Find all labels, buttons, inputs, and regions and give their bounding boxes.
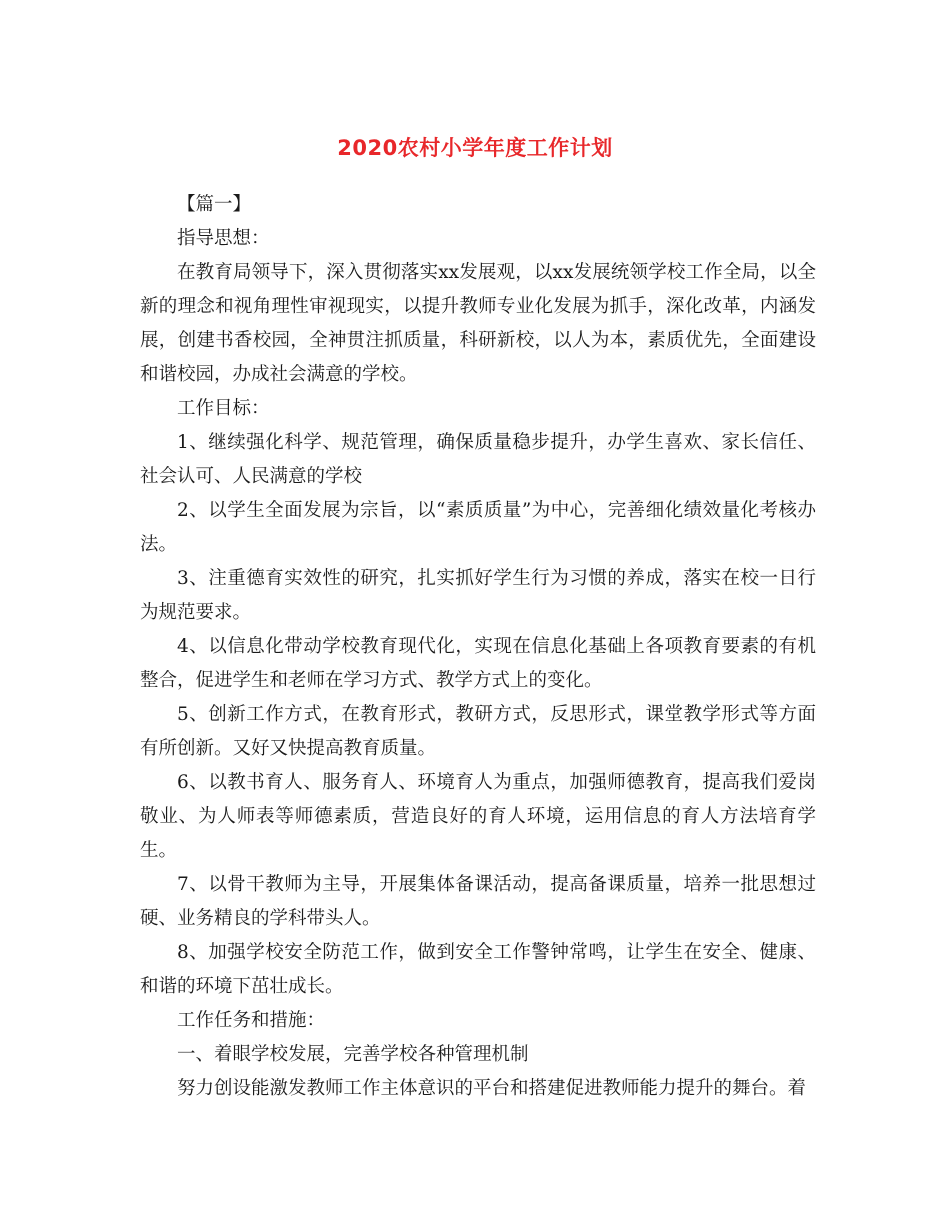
goal-item-7: 7、以骨干教师为主导，开展集体备课活动，提高备课质量，培养一批思想过硬、业务精良的学科带头人。 <box>140 874 816 929</box>
tasks-measures-heading: 工作任务和措施： <box>177 1010 326 1031</box>
guiding-ideology-heading: 指导思想： <box>177 228 270 249</box>
goal-item-6: 6、以教书育人、服务育人、环境育人为重点，加强师德教育，提高我们爱岗敬业、为人师表等师德素质，营造良好的育人环境，运用信息的育人方法培育学生。 <box>140 772 816 861</box>
goal-item-8: 8、加强学校安全防范工作，做到安全工作警钟常鸣，让学生在安全、健康、和谐的环境下茁壮成长。 <box>140 942 816 997</box>
goal-item-2: 2、以学生全面发展为宗旨，以“素质质量”为中心，完善细化绩效量化考核办法。 <box>140 500 816 555</box>
goal-item-4: 4、以信息化带动学校教育现代化，实现在信息化基础上各项教育要素的有机整合，促进学生和老师在学习方式、教学方式上的变化。 <box>140 636 816 691</box>
guiding-ideology-paragraph: 在教育局领导下，深入贯彻落实xx发展观，以xx发展统领学校工作全局，以全新的理念和视角理性审视现实，以提升教师专业化发展为抓手，深化改革，内涵发展，创建书香校园，全神贯注抓质量，科研新校，以人为本，素质优先，全面建设和谐校园，办成社会满意的学校。 <box>140 262 816 385</box>
goal-item-3: 3、注重德育实效性的研究，扎实抓好学生行为习惯的养成，落实在校一日行为规范要求。 <box>140 568 816 623</box>
task-section-1-paragraph: 努力创设能激发教师工作主体意识的平台和搭建促进教师能力提升的舞台。着 <box>177 1078 807 1099</box>
task-section-1-heading: 一、着眼学校发展，完善学校各种管理机制 <box>177 1044 529 1065</box>
goal-item-1: 1、继续强化科学、规范管理，确保质量稳步提升，办学生喜欢、家长信任、社会认可、人民满意的学校 <box>140 432 816 487</box>
document-title: 2020农村小学年度工作计划 <box>337 136 613 161</box>
goal-item-5: 5、创新工作方式，在教育形式，教研方式，反思形式，课堂教学形式等方面有所创新。又好又快提高教育质量。 <box>140 704 816 759</box>
section-heading: 【篇一】 <box>177 194 252 215</box>
document-body <box>140 188 816 1106</box>
work-goals-heading: 工作目标： <box>177 398 270 419</box>
